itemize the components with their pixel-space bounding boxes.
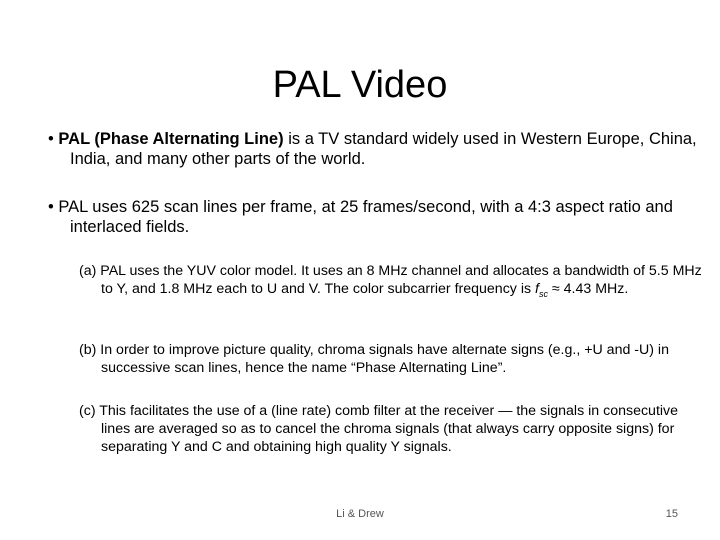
footer-author: Li & Drew bbox=[336, 508, 384, 520]
subitem-c: (c) This facilitates the use of a (line rate) comb filter at the receiver — the signals in consecutive lines are averaged so as to cancel the chroma signals (that always carry opposite signs) for separating Y and C and obtaining high quality Y signals. bbox=[79, 403, 679, 455]
footer-page-number: 15 bbox=[665, 508, 678, 520]
bullet-bold-term: PAL (Phase Alternating Line) bbox=[58, 130, 284, 148]
bullet-pal-definition bbox=[48, 129, 700, 169]
bullet-pal-scan-lines bbox=[48, 197, 700, 237]
slide-title: PAL Video bbox=[272, 64, 448, 106]
bullet-marker: • bbox=[48, 198, 54, 216]
subcarrier-symbol: f bbox=[535, 281, 539, 297]
subitem-a-tail: ≈ 4.43 MHz. bbox=[547, 281, 629, 297]
subitem-a-text: (a) PAL uses the YUV color model. It uses an 8 MHz channel and allocates a bandwidth of 5.5 MHz to Y, and 1.8 MHz each to U and V. The color subcarrier frequency is bbox=[79, 263, 702, 297]
subitem-b: (b) In order to improve picture quality, chroma signals have alternate signs (e.g., +U and -U) in successive scan lines, hence the name “Phase Alternating Line”. bbox=[79, 342, 669, 376]
subcarrier-symbol-subscript: sc bbox=[538, 288, 548, 299]
bullet-text: is a TV standard widely used in Western Europe, China, India, and many other parts of the world. bbox=[70, 130, 697, 168]
bullet-text: PAL uses 625 scan lines per frame, at 25 frames/second, with a 4:3 aspect ratio and interlaced fields. bbox=[58, 198, 673, 236]
subitem-a bbox=[79, 262, 706, 303]
bullet-marker: • bbox=[48, 130, 54, 148]
